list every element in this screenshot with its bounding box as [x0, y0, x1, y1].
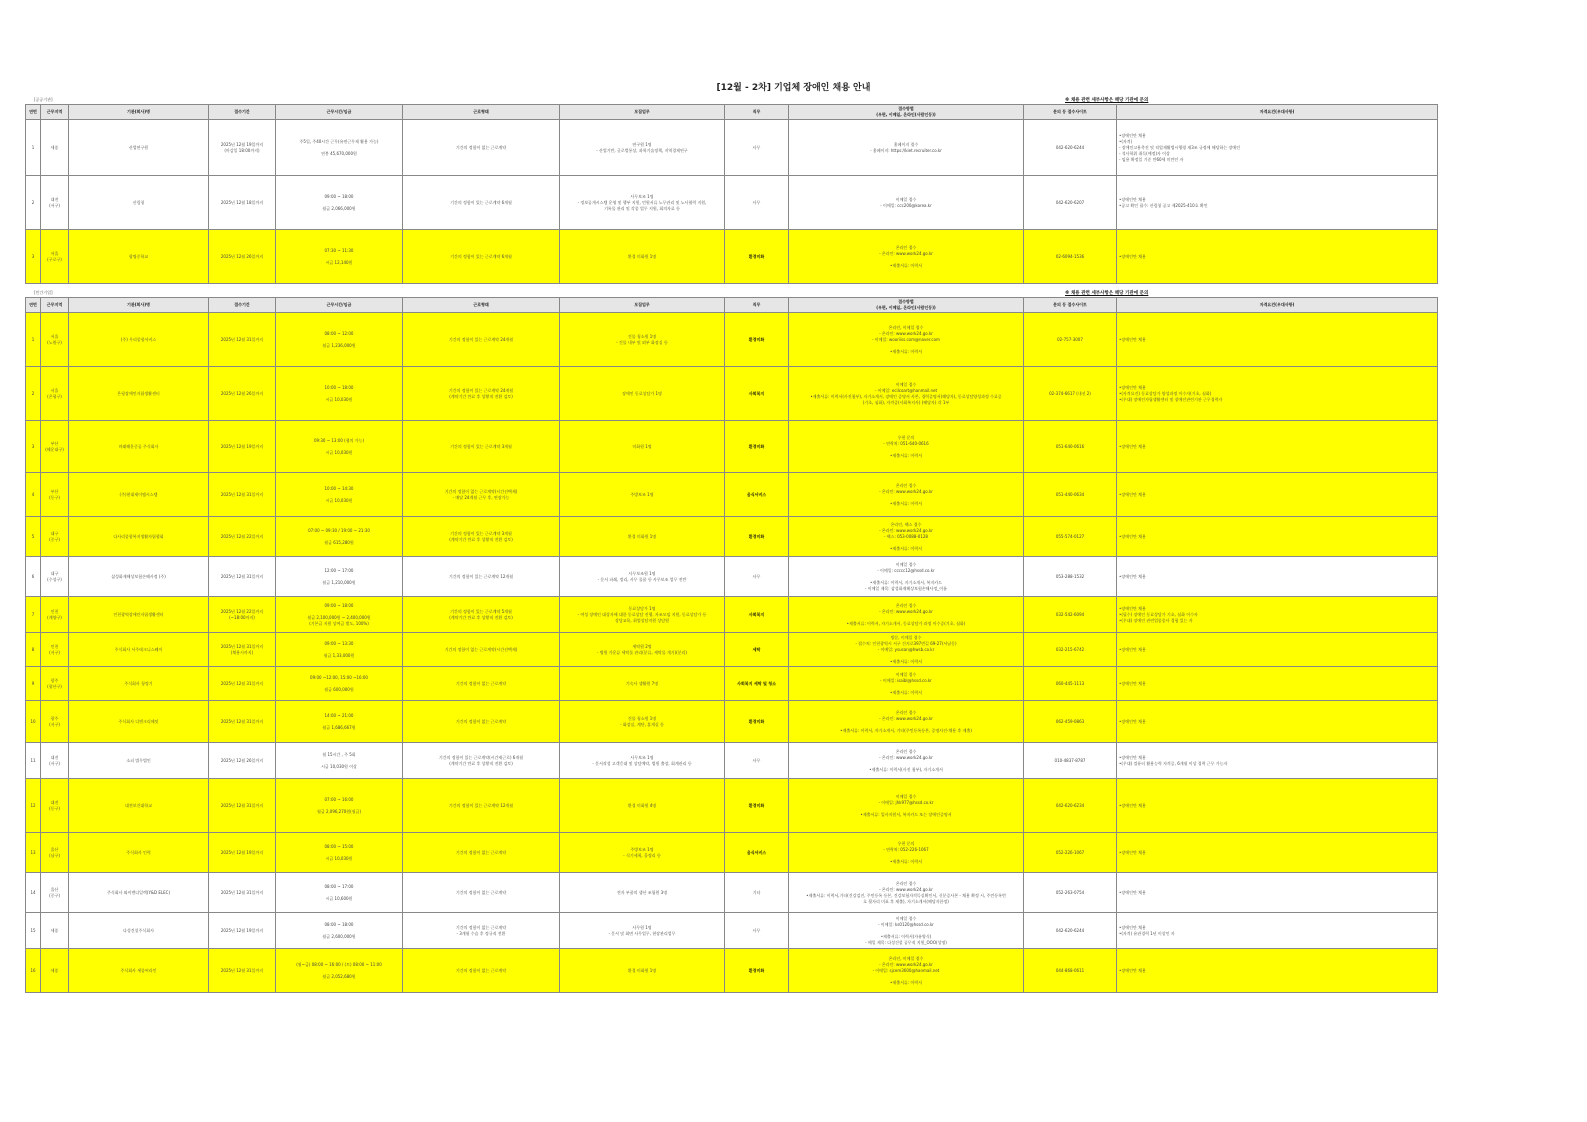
column-header-hours-wage: 근무시간/임금	[276, 105, 403, 120]
cell-job-openings: 전자 부품의 생산 조립원 3명	[560, 873, 725, 913]
cell-application-period: 2025년 12월 31일까지	[209, 313, 276, 367]
private-table-body	[26, 313, 1438, 993]
table-row	[26, 743, 1438, 779]
cell-contract-type: 기간의 정함이 없는 근로계약(시간선택제)	[403, 633, 560, 667]
cell-contact: 010-4837-8787	[1024, 743, 1117, 779]
table-row	[26, 230, 1438, 284]
cell-application-period: 2025년 12월 31일까지 (채용시까지)	[209, 633, 276, 667]
cell-job-openings: 주방보조 1명 - 식기세척, 홀정리 등	[560, 833, 725, 873]
cell-application-method: 온라인 접수 - 온라인: www.work24.go.kr •제출서류: 이력서(사진 첨부), 자기소개서	[789, 743, 1024, 779]
cell-application-method: 온라인 접수 - 온라인: www.work24.go.kr •제출서류: 이력서, 자기소개서, 동료상담가 과정 이수증(기초, 심화)	[789, 597, 1024, 633]
cell-contact: 052-263-0754	[1024, 873, 1117, 913]
cell-company-name: 다사리종합복지생활자립협회	[69, 517, 209, 557]
cell-job-category: 사무	[725, 743, 789, 779]
cell-row-number: 4	[26, 473, 41, 517]
table-row	[26, 779, 1438, 833]
cell-job-openings: 동료상담가 1명 - 여성 장애인 대상자에 대한 동료상담 진행, 자조모임 지원, 동료상담가 등 상담교육, 취업상담지원 상담원	[560, 597, 725, 633]
cell-company-name: 주식회사 서주테크니스웨이	[69, 633, 209, 667]
cell-application-method: 온라인 접수 - 온라인: www.work24.go.kr •제출서류: 이력서	[789, 230, 1024, 284]
cell-contract-type: 기간의 정함이 없는 근로계약	[403, 949, 560, 993]
cell-application-period: 2025년 12월 31일까지	[209, 779, 276, 833]
cell-contact: 052-226-1067	[1024, 833, 1117, 873]
column-header-application-period: 접수기간	[209, 105, 276, 120]
cell-application-method: 홈페이지 접수 - 홈페이지: https://kiet.recruiter.co.kr	[789, 120, 1024, 176]
cell-row-number: 8	[26, 633, 41, 667]
column-header-job-category: 직무	[725, 298, 789, 313]
cell-contact: 060-445-1113	[1024, 667, 1117, 701]
cell-job-category: 음식서비스	[725, 473, 789, 517]
cell-company-name: 주식회사 인력	[69, 833, 209, 873]
cell-job-openings: 미화원 1명	[560, 421, 725, 473]
cell-contract-type: 기간의 정함이 있는 근로계약 6개월	[403, 176, 560, 230]
cell-company-name: 은평장애인자립생활센터	[69, 367, 209, 421]
cell-contact: 02-374-6617 (내선 2)	[1024, 367, 1117, 421]
cell-application-method: 우편 문의 - 연락처: 052-226-1067 •제출서류: 이력서	[789, 833, 1024, 873]
cell-application-period: 2025년 12월 31일까지	[209, 473, 276, 517]
private-jobs-table	[25, 297, 1438, 993]
column-header-work-region: 근무지역	[41, 105, 69, 120]
column-header-work-region: 근무지역	[41, 298, 69, 313]
cell-contract-type: 기간의 정함이 있는 근로계약 12개월	[403, 557, 560, 597]
cell-qualifications: •장애인만 채용 •(자격요건) 동료상담가 양성과정 이수자(기초, 심화) •(우대) 장애인자립생활센터 및 장애인관련기관 근무경력자	[1117, 367, 1438, 421]
cell-work-region: 대전 (서구)	[41, 743, 69, 779]
cell-application-period: 2025년 12월 19일까지	[209, 421, 276, 473]
column-header-contract-type: 근로형태	[403, 298, 560, 313]
cell-contact: 042-620-6244	[1024, 913, 1117, 949]
cell-contact: 051-440-0634	[1024, 473, 1117, 517]
cell-qualifications: •장애인만 채용	[1117, 667, 1438, 701]
cell-contract-type: 기간의 정함이 있는 근로계약 24개월	[403, 313, 560, 367]
cell-application-period: 2025년 12월 26일까지	[209, 367, 276, 421]
cell-application-period: 2025년 12월 31일까지	[209, 557, 276, 597]
cell-hours-wage: 08:00 ~ 15:00 시급 10,030원	[276, 833, 403, 873]
cell-row-number: 7	[26, 597, 41, 633]
table-row	[26, 833, 1438, 873]
cell-work-region: 인천 (서구)	[41, 633, 69, 667]
cell-hours-wage: 08:00 ~ 18:00 월급 2,600,000원	[276, 913, 403, 949]
cell-contract-type: 기간의 정함이 있는 근로계약(시간제근로) 6개월 (계약기간 만료 후 상황직 전환 검토)	[403, 743, 560, 779]
cell-application-period: 2025년 12월 31일까지	[209, 667, 276, 701]
public-table-body	[26, 120, 1438, 284]
cell-job-openings: 사무보조원 1명 - 문서 파쇄, 정리, 사무 물품 등 사무보조 업무 전반	[560, 557, 725, 597]
cell-application-period: 2025년 12월 26일까지	[209, 743, 276, 779]
cell-contract-type: 기간의 정함이 없는 근로계약	[403, 833, 560, 873]
cell-application-period: 2025년 12월 31일까지	[209, 701, 276, 743]
cell-job-openings: 환경 미화원 4명	[560, 779, 725, 833]
cell-contract-type: 기간의 정함이 있는 근로계약 24개월 (계약기간 만료 후 상황직 전환 검토)	[403, 367, 560, 421]
cell-row-number: 2	[26, 367, 41, 421]
cell-job-category: 환경미화	[725, 517, 789, 557]
column-header-contract-type: 근로형태	[403, 105, 560, 120]
cell-company-name: 삼성화재해상보험손해사정 (주)	[69, 557, 209, 597]
cell-row-number: 16	[26, 949, 41, 993]
public-section-label: [공공기관]	[34, 97, 53, 102]
cell-hours-wage: 07:00 ~ 09:30 / 19:00 ~ 21:30 월급 615,280원	[276, 517, 403, 557]
cell-application-method: 이메일 접수 - 이메일: ccc200@korea.kr	[789, 176, 1024, 230]
cell-contact: 042-620-6207	[1024, 176, 1117, 230]
cell-hours-wage: 14:00 ~ 21:00 월급 1,686,667원	[276, 701, 403, 743]
table-row	[26, 597, 1438, 633]
cell-row-number: 12	[26, 779, 41, 833]
cell-contract-type: 기간의 정함이 있는 근로계약 3개월 (계약기간 만료 후 상황직 전환 검토)	[403, 517, 560, 557]
cell-qualifications: •장애인만 채용	[1117, 230, 1438, 284]
cell-hours-wage: 08:00 ~ 17:00 시급 10,600원	[276, 873, 403, 913]
cell-row-number: 15	[26, 913, 41, 949]
cell-hours-wage: (월~금) 08:00 ~ 16:00 / (토) 08:00 ~ 11:00 월급 2,052,680원	[276, 949, 403, 993]
cell-job-openings: 주방보조 1명	[560, 473, 725, 517]
cell-contact: 02-6094-1536	[1024, 230, 1117, 284]
cell-application-method: 온라인, 이메일 접수 - 온라인: www.work24.go.kr - 이메일: wooriiss.com@naver.com •제출서류: 이력서	[789, 313, 1024, 367]
cell-work-region: 광주 (광산구)	[41, 667, 69, 701]
column-header-contact: 문의 등 접수사이트	[1024, 298, 1117, 313]
cell-hours-wage: 주5일, 주40시간 근무(유연근무제 활용 가능) 연봉 45,670,000원	[276, 120, 403, 176]
table-row	[26, 701, 1438, 743]
cell-application-method: 우편 문의 - 연락처: 051-640-0616 •제출서류: 이력서	[789, 421, 1024, 473]
cell-contact: 042-620-6244	[1024, 120, 1117, 176]
cell-work-region: 세종	[41, 120, 69, 176]
cell-work-region: 서울 (노원구)	[41, 313, 69, 367]
cell-job-category: 사무	[725, 176, 789, 230]
cell-job-category: 기타	[725, 873, 789, 913]
private-table-header	[26, 298, 1438, 313]
cell-work-region: 울산 (중구)	[41, 873, 69, 913]
private-section-note: ※ 채용 관련 세부사항은 해당 기관에 문의	[1065, 291, 1149, 296]
table-row	[26, 949, 1438, 993]
cell-job-category: 사무	[725, 120, 789, 176]
private-section-label: [민간기업]	[34, 290, 53, 295]
cell-application-period: 2025년 12월 19일까지	[209, 913, 276, 949]
table-row	[26, 421, 1438, 473]
cell-work-region: 서울 (구로구)	[41, 230, 69, 284]
cell-job-category: 음식서비스	[725, 833, 789, 873]
cell-company-name: 주식회사 세종씨라인	[69, 949, 209, 993]
cell-job-openings: 건물 청소원 1명 - 건물 내부 및 외부 화장실 등	[560, 313, 725, 367]
cell-application-method: 온라인 접수 - 온라인: www.work24.go.kr •제출서류: 이력서	[789, 473, 1024, 517]
cell-application-period: 2025년 12월 22일까지	[209, 517, 276, 557]
cell-company-name: 다성건설주식회사	[69, 913, 209, 949]
cell-hours-wage: 09:00 ~ 13:30 월급 1,33,000원	[276, 633, 403, 667]
cell-work-region: 대구 (수성구)	[41, 557, 69, 597]
cell-row-number: 9	[26, 667, 41, 701]
cell-row-number: 1	[26, 120, 41, 176]
cell-qualifications: •장애인만 채용	[1117, 701, 1438, 743]
table-row	[26, 176, 1438, 230]
cell-application-period: 2025년 12월 22일까지 (~18:00까지)	[209, 597, 276, 633]
cell-qualifications: •장애인만 채용	[1117, 779, 1438, 833]
cell-job-openings: 건물 청소원 1명 - 화장실, 계단, 휴게실 등	[560, 701, 725, 743]
cell-job-openings: 환경 미화원 1명	[560, 517, 725, 557]
public-section-note: ※ 채용 관련 세부사항은 해당 기관에 문의	[1065, 98, 1149, 103]
cell-company-name: 주식회사 와이엔디일렉(Y&D ELEC)	[69, 873, 209, 913]
table-row	[26, 557, 1438, 597]
cell-qualifications: •장애인만 채용 •공고 확인 필수: 산림청 공고 제2025-410호 확인	[1117, 176, 1438, 230]
cell-application-period: 2025년 12월 19일까지	[209, 833, 276, 873]
cell-job-openings: 사무보조 1명 - 문서작성 고객응대 및 상담예약, 법원 출장, 회계관리 등	[560, 743, 725, 779]
cell-contract-type: 기간의 정함이 없는 근로계약(시간선택제) - 매달 24개월 근무 후, 연장가능	[403, 473, 560, 517]
cell-contact: 032-542-6094	[1024, 597, 1117, 633]
cell-hours-wage: 10:00 ~ 14:30 시급 10,030원	[276, 473, 403, 517]
cell-qualifications: •장애인만 채용	[1117, 313, 1438, 367]
cell-job-openings: 사무보조 1명 - 정보공개시스템 운영 및 행부 지원, 민원서류 노무관리 및 노사협력 지원, 기록물 관리 및 각종 업무 지원, 회의자료 등	[560, 176, 725, 230]
column-header-row-number: 연번	[26, 105, 41, 120]
cell-row-number: 5	[26, 517, 41, 557]
cell-qualifications: •장애인만 채용	[1117, 557, 1438, 597]
cell-contact: 02-757-3007	[1024, 313, 1117, 367]
cell-row-number: 1	[26, 313, 41, 367]
cell-job-category: 세탁	[725, 633, 789, 667]
cell-work-region: 세종	[41, 913, 69, 949]
cell-contract-type: 기간의 정함이 있는 근로계약 6개월	[403, 230, 560, 284]
cell-work-region: 대전 (동구)	[41, 779, 69, 833]
cell-hours-wage: 월 15시간 , 주 5회 시급 10,030원 이상	[276, 743, 403, 779]
cell-application-method: 이메일 접수 - 이메일: ks0120@hssd.co.kr •제출서류: 이력서(자유양식) - 메일 제목: 다성건설 공무직 지원_OOO(성명)	[789, 913, 1024, 949]
cell-job-category: 환경미화	[725, 421, 789, 473]
cell-job-category: 환경미화	[725, 313, 789, 367]
cell-application-method: 온라인 접수 - 온라인: www.work24.go.kr •제출서류: 이력서,기타(건강검진, 주민등록 등본, 건강보험자격득실확인서, 신분증사본 - 채용 확정 시, 주민등록번 호 뒷자리 미표 후 제출), 자기소개서(해당자한정)	[789, 873, 1024, 913]
table-row	[26, 873, 1438, 913]
cell-contact: 044-868-0611	[1024, 949, 1117, 993]
table-row	[26, 367, 1438, 421]
cell-contact: 053-288-1532	[1024, 557, 1117, 597]
cell-company-name: 주식회사 청정기	[69, 667, 209, 701]
cell-company-name: (주) 우리종합서비스	[69, 313, 209, 367]
cell-contract-type: 기간의 정함이 있는 근로계약 3개월	[403, 421, 560, 473]
column-header-row-number: 연번	[26, 298, 41, 313]
column-header-job-category: 직무	[725, 105, 789, 120]
cell-work-region: 울산 (남구)	[41, 833, 69, 873]
cell-hours-wage: 09:00 ~ 18:00 월급 2,100,000원 ~ 2,400,000원 (기본급 지원 상여금 별도, 100%)	[276, 597, 403, 633]
cell-contract-type: 기간의 정함이 있는 근로계약 5개월 (계약기간 만료 후 상황직 전환 검토)	[403, 597, 560, 633]
cell-job-openings: 사무원 1명 - 문서 및 회면 사무업무, 현장관리업무	[560, 913, 725, 949]
cell-job-openings: 세탁원 2명 - 병원 가운류 세탁물 관리(분류, 세탁물 개기)(분리)	[560, 633, 725, 667]
cell-row-number: 3	[26, 230, 41, 284]
cell-job-openings: 환경 미화원 1명	[560, 230, 725, 284]
cell-qualifications: •장애인만 채용 •(자격) 유관경력 1년 이상인 자	[1117, 913, 1438, 949]
cell-company-name: 인천광역장애인자립생활센터	[69, 597, 209, 633]
cell-job-openings: 환경 미화원 1명	[560, 949, 725, 993]
cell-contract-type: 기간의 정함이 없는 근로계약	[403, 873, 560, 913]
cell-application-method: 이메일 접수 - 이메일: isaibl@hssd.co.kr •제출서류: 이력서	[789, 667, 1024, 701]
column-header-application-method: 접수방법 (우편, 이메일, 온라인(사람인등))	[789, 105, 1024, 120]
cell-contact: 055-574-0127	[1024, 517, 1117, 557]
cell-application-method: 방문, 이메일 접수 - 접수처: 인천광역시 서구 건지로397번길 69-27(서남동) - 이메일: ysusan@hwsb.co.kr •제출서류: 이력서	[789, 633, 1024, 667]
cell-row-number: 3	[26, 421, 41, 473]
cell-application-method: 온라인 접수 - 온라인: www.work24.go.kr •제출서류: 이력서, 자기소개서, 기타(주민등록등본, 증명사진-채용 후 제출)	[789, 701, 1024, 743]
table-row	[26, 313, 1438, 367]
table-row	[26, 517, 1438, 557]
cell-job-openings: 기숙사 생활원 7명	[560, 667, 725, 701]
cell-qualifications: •장애인만 채용	[1117, 833, 1438, 873]
table-row	[26, 633, 1438, 667]
cell-job-category: 환경미화	[725, 701, 789, 743]
cell-job-openings: 연구원 1명 - 산업기반, 글로벌통상, 과학기술정책, 지역경제연구	[560, 120, 725, 176]
cell-work-region: 대전 (서구)	[41, 176, 69, 230]
column-header-hours-wage: 근무시간/임금	[276, 298, 403, 313]
cell-application-period: 2025년 12월 19일까지 (마감일 18:00까지)	[209, 120, 276, 176]
table-row	[26, 667, 1438, 701]
cell-contact: 051-640-0616	[1024, 421, 1117, 473]
cell-job-category: 사회복지 세탁 및 청소	[725, 667, 789, 701]
cell-job-category: 환경미화	[725, 949, 789, 993]
cell-job-category: 환경미화	[725, 230, 789, 284]
cell-work-region: 서울 (은평구)	[41, 367, 69, 421]
cell-qualifications: •장애인만 채용	[1117, 421, 1438, 473]
cell-qualifications: •장애인만 채용	[1117, 633, 1438, 667]
column-header-job-openings: 모집업무	[560, 105, 725, 120]
cell-row-number: 10	[26, 701, 41, 743]
cell-contact: 032-215-6742	[1024, 633, 1117, 667]
cell-hours-wage: 07:30 ~ 11:30 시급 12,140원	[276, 230, 403, 284]
cell-row-number: 11	[26, 743, 41, 779]
column-header-qualifications: 자격요건(우대사항)	[1117, 105, 1438, 120]
cell-qualifications: •장애인만 채용 •(필수) 장애인 동료상담가 기초, 심화 이수자 •(우대) 장애인 관련업종종사 경험 있는 자	[1117, 597, 1438, 633]
cell-qualifications: •장애인만 채용	[1117, 873, 1438, 913]
public-table-header	[26, 105, 1438, 120]
cell-application-period: 2025년 12월 31일까지	[209, 949, 276, 993]
cell-contact: 042-620-6234	[1024, 779, 1117, 833]
cell-application-method: 온라인, 이메일 접수 - 온라인: www.work24.go.kr - 이메일: sjcem3600@hanmail.net •제출서류: 이력서	[789, 949, 1024, 993]
cell-row-number: 2	[26, 176, 41, 230]
column-header-contact: 문의 등 접수사이트	[1024, 105, 1117, 120]
cell-work-region: 인천 (계양구)	[41, 597, 69, 633]
cell-contract-type: 기간의 정함이 없는 근로계약 - 3개월 수습 후 정규직 전환	[403, 913, 560, 949]
cell-work-region: 부산 (동구)	[41, 473, 69, 517]
cell-application-method: 이메일 접수 - 이메일: jhk977@hssd.co.kr •제출서류: 입사지원서, 복지카드 또는 장애인증명서	[789, 779, 1024, 833]
cell-company-name: 주식회사 디앤크리에잇	[69, 701, 209, 743]
cell-company-name: 광명중학교	[69, 230, 209, 284]
cell-row-number: 6	[26, 557, 41, 597]
cell-job-category: 사무	[725, 557, 789, 597]
cell-application-period: 2025년 12월 31일까지	[209, 873, 276, 913]
cell-company-name: 소피 법무법인	[69, 743, 209, 779]
cell-hours-wage: 07:00 ~ 16:00 월급 2,096,270원(월급)	[276, 779, 403, 833]
cell-contact: 062-459-0863	[1024, 701, 1117, 743]
cell-qualifications: •장애인만 채용	[1117, 517, 1438, 557]
cell-work-region: 대구 (중구)	[41, 517, 69, 557]
table-row	[26, 473, 1438, 517]
cell-contract-type: 기간의 정함이 있는 근로계약 12개월	[403, 779, 560, 833]
cell-company-name: 대전보건대학교	[69, 779, 209, 833]
cell-qualifications: •장애인만 채용 •(자격) - 장애인고용촉진 및 직업재활법시행령 제3조 규정에 해당하는 장애인 - 석사학위 취득(예정)자 이상 - 임용 확정일 기준 만60세 미만인 자	[1117, 120, 1438, 176]
cell-job-category: 사회복지	[725, 367, 789, 421]
cell-company-name: 미래해운중공 주식회사	[69, 421, 209, 473]
cell-row-number: 14	[26, 873, 41, 913]
cell-row-number: 13	[26, 833, 41, 873]
cell-work-region: 광주 (서구)	[41, 701, 69, 743]
public-jobs-table	[25, 104, 1438, 284]
cell-job-category: 사회복지	[725, 597, 789, 633]
cell-contract-type: 기간의 정함이 없는 근로계약	[403, 667, 560, 701]
cell-hours-wage: 10:00 ~ 18:00 시급 10,030원	[276, 367, 403, 421]
column-header-job-openings: 모집업무	[560, 298, 725, 313]
cell-application-method: 온라인, 팩스 접수 - 온라인: www.work24.go.kr - 팩스: 053-0088-0128 •제출서류: 이력서	[789, 517, 1024, 557]
cell-hours-wage: 08:00 ~ 12:00 월급 1,236,000원	[276, 313, 403, 367]
table-row	[26, 120, 1438, 176]
cell-job-category: 사무	[725, 913, 789, 949]
column-header-application-method: 접수방법 (우편, 이메일, 온라인(사람인등))	[789, 298, 1024, 313]
cell-hours-wage: 12:00 ~ 17:00 월급 1,210,000원	[276, 557, 403, 597]
cell-company-name: 산림청	[69, 176, 209, 230]
cell-qualifications: •장애인만 채용	[1117, 949, 1438, 993]
column-header-company-name: 기관(회사)명	[69, 105, 209, 120]
cell-job-openings: 장애인 동료상담가 1명	[560, 367, 725, 421]
cell-qualifications: •장애인만 채용 •(우대) 컴퓨터 활용능력 자격증, 6개월 이상 경력 근무 가능자	[1117, 743, 1438, 779]
cell-work-region: 세종	[41, 949, 69, 993]
cell-contract-type: 기간의 정함이 없는 근로계약	[403, 120, 560, 176]
cell-application-method: 이메일 접수 - 이메일: ccccc12@hssd.co.kr •제출서류: 이력서, 자기소개서, 복지카드 - 이메일 제목: 삼성화재해상보험손해사정_이름	[789, 557, 1024, 597]
column-header-company-name: 기관(회사)명	[69, 298, 209, 313]
page-title: [12월 - 2차] 기업체 장애인 채용 안내	[716, 83, 871, 93]
cell-company-name: (주)현대제이엠시스템	[69, 473, 209, 517]
cell-application-method: 이메일 접수 - 이메일: ecilcoart@hanmail.net •제출서류: 이력서(사진첨부), 자기소개서, 장애인 증명서 사본, 경력증명서(해당자), 동료상담양성과정 수료증 (기초, 심화), 자격증(사회복지사) (해당자) 각 1부	[789, 367, 1024, 421]
cell-application-period: 2025년 12월 26일까지	[209, 230, 276, 284]
cell-job-category: 환경미화	[725, 779, 789, 833]
column-header-application-period: 접수기간	[209, 298, 276, 313]
cell-contract-type: 기간의 정함이 없는 근로계약	[403, 701, 560, 743]
column-header-qualifications: 자격요건(우대사항)	[1117, 298, 1438, 313]
cell-work-region: 부산 (해운대구)	[41, 421, 69, 473]
cell-company-name: 산업연구원	[69, 120, 209, 176]
cell-hours-wage: 09:00 ~ 18:00 월급 2,066,000원	[276, 176, 403, 230]
cell-hours-wage: 09:30 ~ 13:00 (협의 가능) 시급 10,030원	[276, 421, 403, 473]
table-row	[26, 913, 1438, 949]
cell-application-period: 2025년 12월 18일까지	[209, 176, 276, 230]
cell-qualifications: •장애인만 채용	[1117, 473, 1438, 517]
cell-hours-wage: 09:00 ~12:00, 15:00 ~16:00 월급 600,000원	[276, 667, 403, 701]
